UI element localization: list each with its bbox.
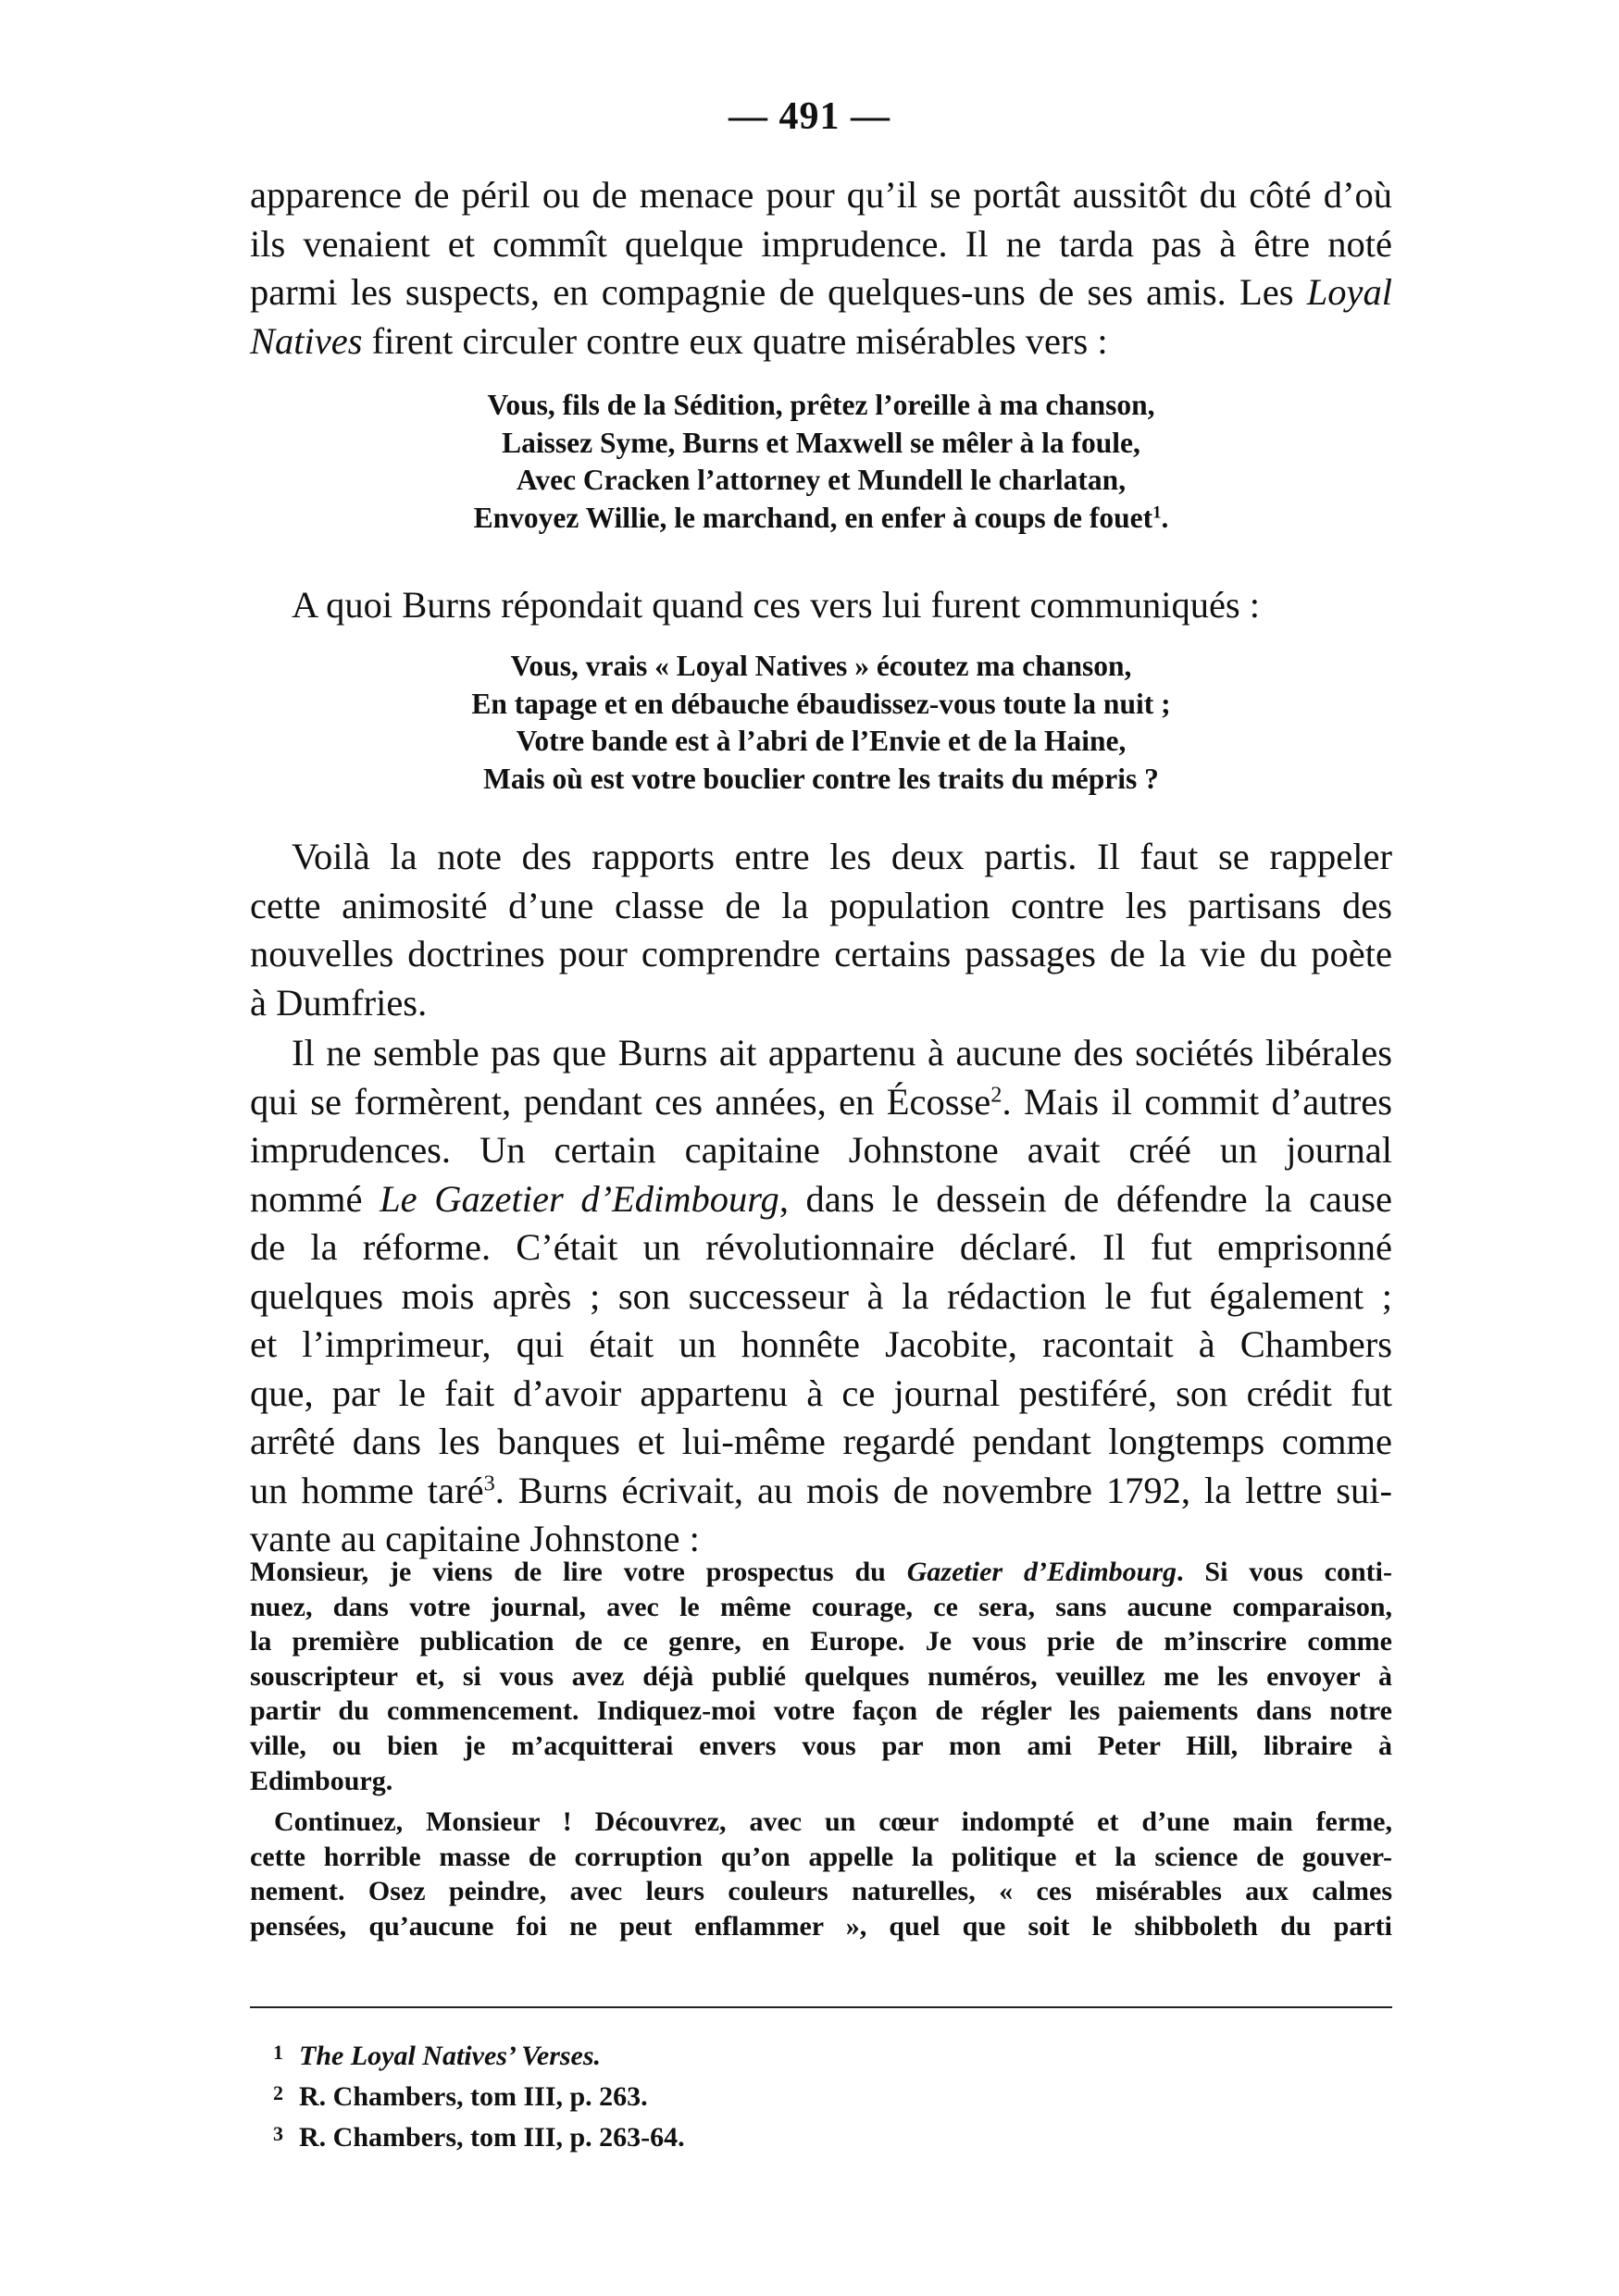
- verse-line: Votre bande est à l’abri de l’Envie et de la Haine,: [516, 725, 1127, 757]
- paragraph-line-text: nommé: [250, 1177, 363, 1220]
- letter-quote-2: [250, 1805, 1392, 1943]
- paragraph-line: Voilà la note des rapports entre les deux partis. Il faut se rappeler: [292, 836, 1392, 877]
- verse-line: Vous, fils de la Sédition, prêtez l’oreille à ma chanson,: [487, 389, 1155, 421]
- italic-title: Gazetier d’Edimbourg: [906, 1557, 1177, 1587]
- paragraph-line: nouvelles doctrines pour comprendre certains passages de la vie du poète: [250, 933, 1392, 974]
- paragraph-line: vante au capitaine Johnstone :: [250, 1518, 700, 1559]
- footnote-ref: 3: [483, 1471, 495, 1496]
- paragraph-line: [250, 1078, 1392, 1127]
- footnotes: [273, 2034, 1106, 2156]
- letter-line: nement. Osez peindre, avec leurs couleurs naturelles, « ces misérables aux calmes: [250, 1876, 1392, 1907]
- paragraph-line: A quoi Burns répondait quand ces vers lui furent communiqués :: [292, 584, 1261, 626]
- paragraph-3: [250, 833, 1392, 1027]
- paragraph-line: imprudences. Un certain capitaine Johnstone avait créé un journal: [250, 1129, 1392, 1171]
- verse-1: [250, 387, 1392, 537]
- paragraph-line: de la réforme. C’était un révolutionnaire déclaré. Il fut emprisonné: [250, 1226, 1392, 1268]
- letter-line: Continuez, Monsieur ! Découvrez, avec un cœur indompté et d’une main ferme,: [274, 1806, 1392, 1837]
- verse-2: [250, 648, 1392, 798]
- paragraph-line: cette animosité d’une classe de la population contre les partisans des: [250, 884, 1392, 926]
- paragraph-line-text: qui se formèrent, pendant ces années, en Écosse: [250, 1080, 991, 1123]
- paragraph-line-text: . Burns écrivait, au mois de novembre 1792, la lettre sui-: [494, 1469, 1393, 1511]
- footnote: [273, 2116, 1106, 2156]
- letter-line: Edimbourg.: [250, 1765, 393, 1796]
- paragraph-line-text: . Mais il commit d’autres: [1002, 1080, 1392, 1123]
- letter-line-text: Monsieur, je viens de lire votre prospectus du: [250, 1557, 886, 1587]
- paragraph-line: [250, 268, 1392, 317]
- footnote-mark: 3: [273, 2122, 283, 2145]
- verse-line: Avec Cracken l’attorney et Mundell le charlatan,: [516, 464, 1127, 496]
- footnote-mark: 1: [273, 2041, 283, 2064]
- letter-line: pensées, qu’aucune foi ne peut enflammer », quel que soit le shibboleth du parti: [250, 1910, 1392, 1942]
- footnote-ref: 2: [990, 1082, 1003, 1108]
- letter-line: [250, 1555, 1392, 1590]
- footnote-text: R. Chambers, tom III, p. 263.: [299, 2081, 648, 2112]
- letter-line: nuez, dans votre journal, avec le même courage, ce sera, sans aucune comparaison,: [250, 1591, 1392, 1622]
- paragraph-line: [250, 317, 1392, 366]
- paragraph-1: [250, 171, 1392, 366]
- footnote: [273, 2034, 1106, 2075]
- paragraph-line: que, par le fait d’avoir appartenu à ce journal pestiféré, son crédit fut: [250, 1371, 1392, 1414]
- paragraph-line: apparence de péril ou de menace pour qu’il se portât aussitôt du côté d’où: [250, 174, 1392, 216]
- paragraph-line-text: un homme taré: [250, 1469, 484, 1511]
- italic-title: Le Gazetier d’Edimbourg: [380, 1177, 779, 1220]
- page-number: — 491 —: [729, 95, 890, 138]
- letter-line: partir du commencement. Indiquez-moi votre façon de régler les paiements dans notre: [250, 1695, 1392, 1727]
- paragraph-line: Il ne semble pas que Burns ait appartenu à aucune des sociétés libérales: [292, 1032, 1392, 1074]
- verse-line: Laissez Syme, Burns et Maxwell se mêler à la foule,: [502, 426, 1140, 459]
- footnote-divider: [250, 2006, 1392, 2008]
- letter-quote-1: [250, 1555, 1392, 1798]
- paragraph-line: à Dumfries.: [250, 981, 428, 1024]
- footnote-text: R. Chambers, tom III, p. 263-64.: [299, 2122, 685, 2153]
- paragraph-4: [250, 1029, 1392, 1564]
- paragraph-2: [250, 581, 1392, 630]
- footnote: [273, 2075, 1106, 2116]
- paragraph-line-text: , dans le dessein de défendre la cause: [778, 1177, 1393, 1220]
- letter-line-text: . Si vous conti-: [1177, 1557, 1392, 1587]
- footnote-text: The Loyal Natives’ Verses.: [299, 2041, 602, 2071]
- verse-line: En tapage et en débauche ébaudissez-vous toute la nuit ;: [471, 687, 1171, 720]
- verse-line-text: Envoyez Willie, le marchand, en enfer à coups de fouet: [473, 501, 1153, 534]
- paragraph-line-text: parmi les suspects, en compagnie de quelques-uns de ses amis. Les: [250, 271, 1294, 313]
- paragraph-line: [250, 1175, 1392, 1224]
- italic-term: Loyal: [1306, 271, 1393, 313]
- footnote-ref: 1: [1152, 503, 1162, 523]
- paragraph-line: quelques mois après ; son successeur à la rédaction le fut également ;: [250, 1274, 1392, 1317]
- paragraph-line: ils venaient et commît quelque imprudence. Il ne tarda pas à être noté: [250, 222, 1392, 265]
- verse-line: Mais où est votre bouclier contre les traits du mépris ?: [483, 762, 1159, 795]
- footnote-mark: 2: [273, 2081, 283, 2104]
- verse-line: Envoyez Willie, le marchand, en enfer à coups de fouet$^1$.: [473, 501, 1169, 534]
- letter-line: la première publication de ce genre, en Europe. Je vous prie de m’inscrire comme: [250, 1626, 1392, 1657]
- letter-line: ville, ou bien je m’acquitterai envers vous par mon ami Peter Hill, libraire à: [250, 1730, 1392, 1761]
- paragraph-line: [250, 1467, 1392, 1516]
- letter-line: souscripteur et, si vous avez déjà publié quelques numéros, veuillez me les envoyer à: [250, 1660, 1392, 1692]
- italic-term: Natives: [250, 319, 363, 362]
- paragraph-line: et l’imprimeur, qui était un honnête Jacobite, racontait à Chambers: [250, 1323, 1392, 1365]
- paragraph-line-text: firent circuler contre eux quatre misérables vers :: [371, 319, 1108, 362]
- paragraph-line: arrêté dans les banques et lui-même regardé pendant longtemps comme: [250, 1421, 1392, 1462]
- letter-line: cette horrible masse de corruption qu’on appelle la politique et la science de gouver-: [250, 1841, 1392, 1872]
- verse-line: Vous, vrais « Loyal Natives » écoutez ma chanson,: [510, 650, 1132, 682]
